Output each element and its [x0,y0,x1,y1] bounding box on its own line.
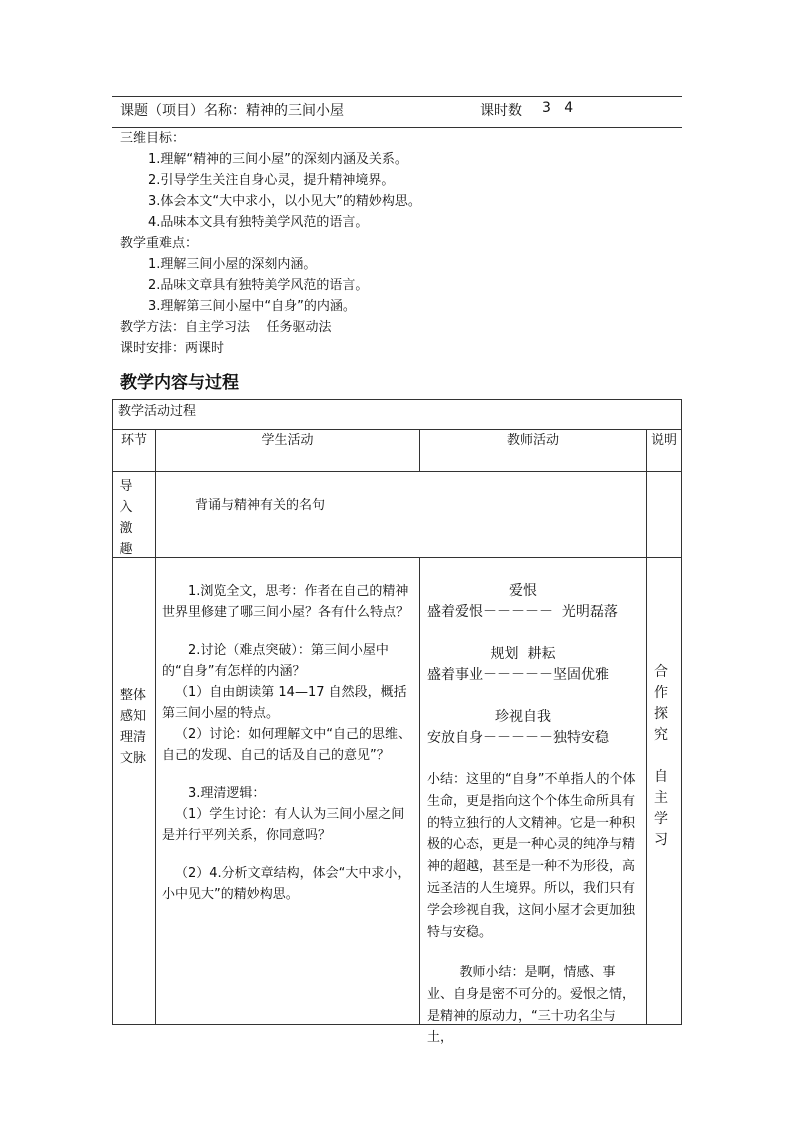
teacher-group1-top: 爱恨 [509,583,537,599]
objectives-title: 三维目标： [120,131,186,146]
table-col-divider-2 [419,557,420,1025]
student-step: （1）学生讨论：有人认为三间小屋之间是并行平列关系，你同意吗？ [162,807,405,843]
key-point-item: 3.理解第三间小屋中“自身”的内涵。 [148,299,356,314]
objective-item: 3.体会本文“大中求小，以小见大”的精妙构思。 [148,194,421,209]
student-step: （2）讨论：如何理解文中“自己的思维、自己的发现、自己的话及自己的意见”？ [162,727,412,763]
schedule: 课时安排：两课时 [120,341,225,356]
table-border-left [112,399,113,1025]
objective-item: 4.品味本文具有独特美学风范的语言。 [148,215,369,230]
student-activity-intro: 背诵与精神有关的名句 [195,498,326,513]
stage-intro: 导入激趣 [119,479,133,557]
table-caption: 教学活动过程 [118,404,197,419]
student-step: 2.讨论（难点突破）：第三间小屋中的“自身”有怎样的内涵？ [162,643,389,679]
teacher-group1-bottom: 盛着爱恨－－－－－ 光明磊落 [427,604,618,620]
teacher-group2-top: 规划 耕耘 [490,646,556,662]
objective-item: 2.引导学生关注自身心灵，提升精神境界。 [148,173,395,188]
teacher-group2-bottom: 盛着事业－－－－－坚固优雅 [427,667,609,683]
key-point-item: 2.品味文章具有独特美学风范的语言。 [148,278,369,293]
table-col-divider-1 [155,429,156,1025]
teacher-summary-2: 教师小结：是啊，情感、事业、自身是密不可分的。爱恨之情，是精神的原动力，“三十功名尘与土， [427,965,636,1046]
key-point-item: 1.理解三间小屋的深刻内涵。 [148,257,317,272]
table-rule-row1 [112,557,682,558]
key-points-title: 教学重难点： [120,236,199,251]
section-title: 教学内容与过程 [120,373,239,393]
note-cooperative: 合作探究 [654,664,668,743]
note-independent: 自主学习 [654,769,668,848]
teacher-group3-top: 珍视自我 [495,709,551,725]
hours-label: 课时数 [480,103,522,119]
student-step: （1）自由朗读第 14—17 自然段，概括第三间小屋的特点。 [162,685,407,721]
teacher-group3-bottom: 安放自身－－－－－独特安稳 [427,730,609,746]
teaching-method: 教学方法：自主学习法 任务驱动法 [120,320,332,335]
stage-overview: 整体感知理清文脉 [119,688,146,766]
column-header-note: 说明 [650,433,677,448]
table-rule-header [112,471,682,472]
student-activity-overview [162,581,415,905]
table-col-divider-3 [646,429,647,1025]
table-rule-caption [112,429,682,430]
student-step: 3.理清逻辑： [188,786,266,801]
table-border-right [681,399,682,1025]
student-step: 1.浏览全文，思考：作者在自己的精神世界里修建了哪三间小屋？各有什么特点？ [162,584,410,620]
column-header-student: 学生活动 [261,433,314,448]
teacher-summary-1: 小结：这里的“自身”不单指人的个体生命，更是指向这个个体生命所具有的特立独行的人文精神。它是一种积极的心态，更是一种心灵的纯净与精神的超越，甚至是一种不为形役，高远圣洁的人生境界。所以，我们只有学会珍视自我，这间小屋才会更加独特与安稳。 [427,772,636,940]
student-step: （2）4.分析文章结构，体会“大中求小，小中见大”的精妙构思。 [162,866,411,902]
header-bottom-rule [112,127,682,128]
column-header-teacher: 教师活动 [506,433,559,448]
course-name: 课题（项目）名称：精神的三间小屋 [120,103,344,119]
table-border-top [112,399,682,400]
hours-values: 3 4 [542,100,574,116]
header-top-rule [112,96,682,97]
objective-item: 1.理解“精神的三间小屋”的深刻内涵及关系。 [148,152,408,167]
column-header-stage: 环节 [120,433,147,448]
